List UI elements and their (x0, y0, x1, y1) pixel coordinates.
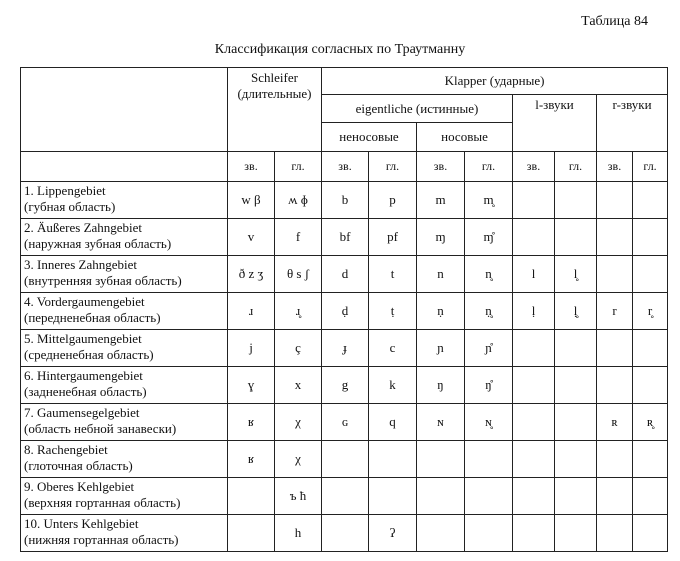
region-label (21, 441, 228, 478)
sound-cell (513, 219, 555, 256)
sound-cell: ɴ (417, 404, 465, 441)
sound-cell (597, 515, 633, 552)
sound-cell: ṭ (369, 293, 417, 330)
sound-cell: r (597, 293, 633, 330)
sound-cell: ɣ (228, 367, 275, 404)
sound-cell: ʁ (228, 441, 275, 478)
region-name-de: 6. Hintergaumengebiet (24, 368, 143, 383)
sound-cell: l̥ (555, 256, 597, 293)
sound-cell: ð z ʒ (228, 256, 275, 293)
sound-cell: ʀ (597, 404, 633, 441)
region-name-de: 3. Inneres Zahngebiet (24, 257, 137, 272)
sound-cell (633, 441, 668, 478)
sound-cell: ʔ (369, 515, 417, 552)
empty-header-cell (21, 152, 228, 182)
sound-cell (555, 182, 597, 219)
sound-cell (597, 441, 633, 478)
sound-cell: h (275, 515, 322, 552)
sound-cell: m (417, 182, 465, 219)
sound-cell: f (275, 219, 322, 256)
voiced-header: зв. (417, 152, 465, 182)
sound-cell: n (417, 256, 465, 293)
sound-cell: q (369, 404, 417, 441)
sound-cell: ɹ̥ (275, 293, 322, 330)
sound-cell (633, 182, 668, 219)
sound-cell: ç (275, 330, 322, 367)
sound-cell: c (369, 330, 417, 367)
sound-cell: ɢ (322, 404, 369, 441)
sound-cell: k (369, 367, 417, 404)
voiced-header: зв. (322, 152, 369, 182)
sound-cell (369, 478, 417, 515)
region-name-de: 8. Rachengebiet (24, 442, 108, 457)
voiceless-header: гл. (369, 152, 417, 182)
table-row (21, 293, 668, 330)
sound-cell: ḷ̥ (555, 293, 597, 330)
region-name-de: 10. Unters Kehlgebiet (24, 516, 139, 531)
sound-cell (513, 515, 555, 552)
sound-cell: bf (322, 219, 369, 256)
table-row (21, 441, 668, 478)
sound-cell: ɱ̊ (465, 219, 513, 256)
sound-cell: χ (275, 441, 322, 478)
sound-cell (597, 478, 633, 515)
region-name-ru: (задненебная область) (24, 384, 147, 399)
voiced-header: зв. (513, 152, 555, 182)
sound-cell (633, 219, 668, 256)
voicing-header-row (21, 152, 668, 182)
sound-cell (597, 219, 633, 256)
schleifer-header: Schleifer (длительные) (228, 68, 322, 152)
sound-cell: x (275, 367, 322, 404)
region-label (21, 367, 228, 404)
region-name-ru: (наружная зубная область) (24, 236, 172, 251)
sound-cell (513, 478, 555, 515)
sound-cell (513, 367, 555, 404)
sound-cell (597, 330, 633, 367)
region-name-de: 2. Äußeres Zahngebiet (24, 220, 143, 235)
sound-cell: n̥ (465, 256, 513, 293)
region-name-ru: (передненебная область) (24, 310, 161, 325)
sound-cell: ŋ (417, 367, 465, 404)
sound-cell (555, 330, 597, 367)
sound-cell (369, 441, 417, 478)
sound-cell: j (228, 330, 275, 367)
region-label (21, 182, 228, 219)
sound-cell: m̥ (465, 182, 513, 219)
table-row (21, 182, 668, 219)
table-row (21, 404, 668, 441)
region-name-de: 7. Gaumensegelgebiet (24, 405, 140, 420)
region-name-de: 4. Vordergaumengebiet (24, 294, 145, 309)
nonnasal-header: неносовые (322, 123, 417, 152)
table-body (21, 182, 668, 552)
sound-cell: r̥ (633, 293, 668, 330)
voiceless-header: гл. (633, 152, 668, 182)
table-row (21, 256, 668, 293)
voiced-header: зв. (597, 152, 633, 182)
sound-cell (633, 367, 668, 404)
corner-header (21, 68, 228, 152)
region-label (21, 256, 228, 293)
voiceless-header: гл. (465, 152, 513, 182)
sound-cell (513, 182, 555, 219)
sound-cell: p (369, 182, 417, 219)
sound-cell: b (322, 182, 369, 219)
sound-cell: ṇ (417, 293, 465, 330)
l-sounds-header: l-звуки (513, 95, 597, 152)
sound-cell: ʀ̥ (633, 404, 668, 441)
sound-cell: ʁ (228, 404, 275, 441)
region-name-de: 5. Mittelgaumengebiet (24, 331, 142, 346)
sound-cell: t (369, 256, 417, 293)
sound-cell (597, 256, 633, 293)
region-name-de: 9. Oberes Kehlgebiet (24, 479, 135, 494)
sound-cell: ʍ ɸ (275, 182, 322, 219)
nasal-header: носовые (417, 123, 513, 152)
sound-cell: ɟ (322, 330, 369, 367)
sound-cell (322, 478, 369, 515)
sound-cell (228, 478, 275, 515)
sound-cell (465, 515, 513, 552)
region-label (21, 478, 228, 515)
region-label (21, 219, 228, 256)
consonant-classification-table (20, 67, 668, 552)
region-name-ru: (глоточная область) (24, 458, 133, 473)
table-row (21, 219, 668, 256)
sound-cell: θ s ʃ (275, 256, 322, 293)
voiceless-header: гл. (275, 152, 322, 182)
sound-cell (555, 478, 597, 515)
sound-cell: pf (369, 219, 417, 256)
table-number: Таблица 84 (581, 14, 648, 29)
sound-cell: ɹ (228, 293, 275, 330)
sound-cell (633, 330, 668, 367)
table-title: Классификация согласных по Траутманну (214, 42, 466, 57)
sound-cell: l (513, 256, 555, 293)
sound-cell (597, 182, 633, 219)
region-name-ru: (верхняя гортанная область) (24, 495, 181, 510)
region-label (21, 404, 228, 441)
sound-cell (322, 441, 369, 478)
sound-cell: ŋ̊ (465, 367, 513, 404)
region-name-ru: (внутренняя зубная область) (24, 273, 182, 288)
region-name-ru: (средненебная область) (24, 347, 154, 362)
sound-cell: w β (228, 182, 275, 219)
region-label (21, 330, 228, 367)
sound-cell: χ (275, 404, 322, 441)
region-name-ru: (область небной занавески) (24, 421, 177, 436)
sound-cell: d (322, 256, 369, 293)
sound-cell (465, 478, 513, 515)
eigentliche-header: eigentliche (истинные) (322, 95, 513, 123)
table-row (21, 367, 668, 404)
sound-cell (555, 219, 597, 256)
sound-cell: ṇ̥ (465, 293, 513, 330)
sound-cell (555, 441, 597, 478)
r-sounds-header: r-звуки (597, 95, 668, 152)
sound-cell: ɴ̥ (465, 404, 513, 441)
sound-cell (633, 256, 668, 293)
sound-cell: ḷ (513, 293, 555, 330)
sound-cell: g (322, 367, 369, 404)
voiced-header: зв. (228, 152, 275, 182)
sound-cell (322, 515, 369, 552)
klapper-header: Klapper (ударные) (322, 68, 668, 95)
sound-cell: ɲ (417, 330, 465, 367)
sound-cell: ḍ (322, 293, 369, 330)
table-row (21, 478, 668, 515)
sound-cell (555, 515, 597, 552)
sound-cell (555, 367, 597, 404)
sound-cell (555, 404, 597, 441)
table-row (21, 515, 668, 552)
region-label (21, 515, 228, 552)
region-name-ru: (губная область) (24, 199, 116, 214)
sound-cell (633, 478, 668, 515)
sound-cell (513, 441, 555, 478)
sound-cell (417, 478, 465, 515)
sound-cell (417, 515, 465, 552)
region-name-de: 1. Lippengebiet (24, 183, 106, 198)
voiceless-header: гл. (555, 152, 597, 182)
sound-cell: ъ ħ (275, 478, 322, 515)
region-label (21, 293, 228, 330)
region-name-ru: (нижняя гортанная область) (24, 532, 179, 547)
sound-cell (465, 441, 513, 478)
sound-cell: ɲ̊ (465, 330, 513, 367)
sound-cell: v (228, 219, 275, 256)
sound-cell (228, 515, 275, 552)
sound-cell (417, 441, 465, 478)
table-row (21, 330, 668, 367)
sound-cell (597, 367, 633, 404)
sound-cell: ɱ (417, 219, 465, 256)
sound-cell (513, 404, 555, 441)
sound-cell (633, 515, 668, 552)
sound-cell (513, 330, 555, 367)
